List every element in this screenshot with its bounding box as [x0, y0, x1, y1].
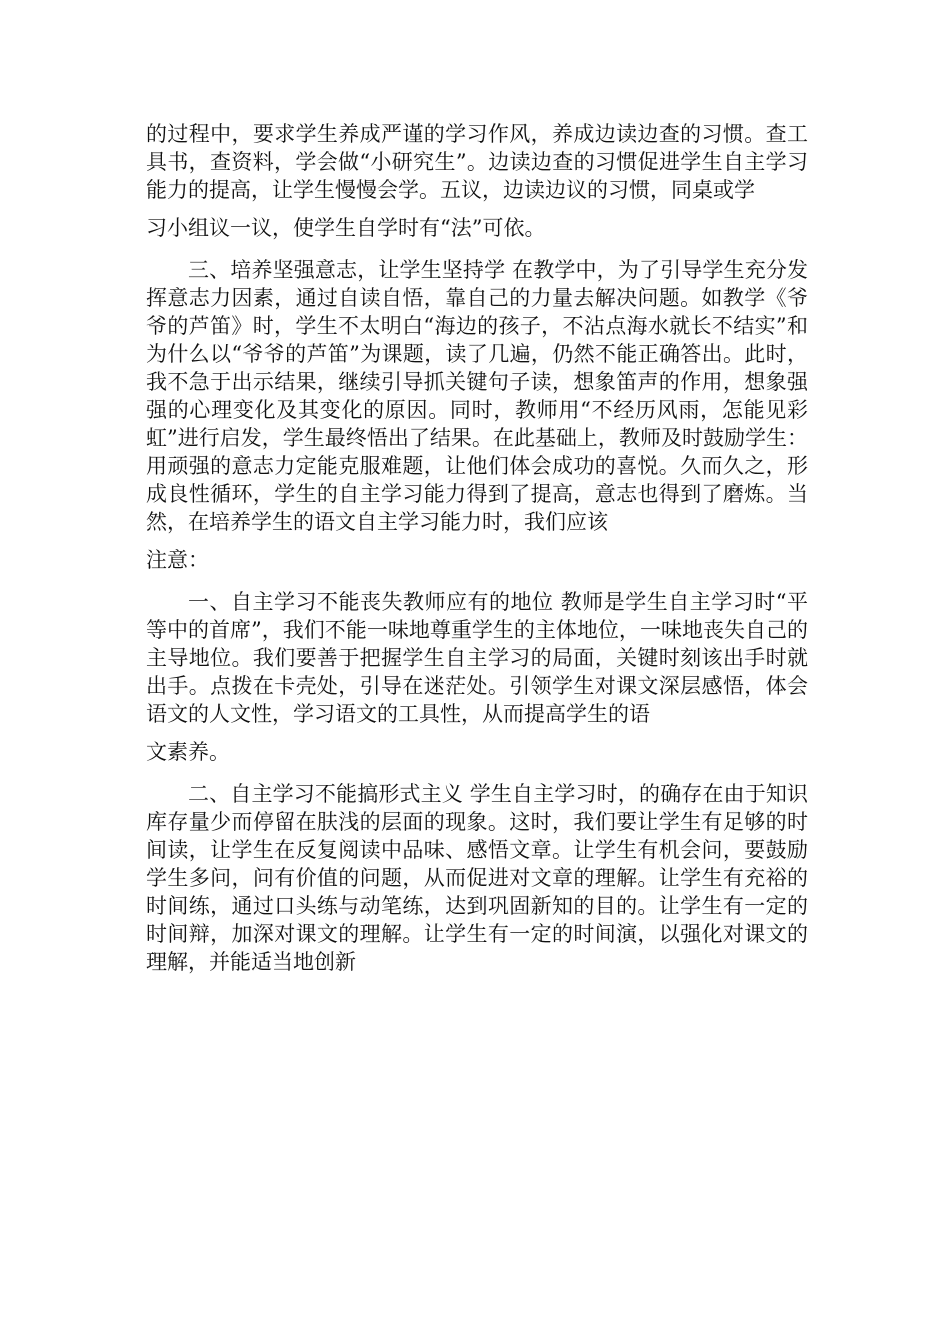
- paragraph-1-text: 的过程中，要求学生养成严谨的学习作风，养成边读边查的习惯。查工具书，查资料，学会做“小研究生”。边读边查的习惯促进学生自主学习能力的提高，让学生慢慢会学。五议，边读边议的习惯，同桌或学: [146, 122, 808, 202]
- paragraph-4-text: 二、自主学习不能搞形式主义 学生自主学习时，的确存在由于知识库存量少而停留在肤浅的层面的现象。这时，我们要让学生有足够的时间读，让学生在反复阅读中品味、感悟文章。让学生有机会问，要鼓励学生多问，问有价值的问题，从而促进对文章的理解。让学生有充裕的时间练，通过口头练与动笔练，达到巩固新知的目的。让学生有一定的时间辩，加深对课文的理解。让学生有一定的时间演，以强化对课文的理解，并能适当地创新: [146, 782, 808, 974]
- paragraph-4: [146, 780, 808, 976]
- paragraph-2-last-line: 注意：: [146, 548, 209, 572]
- paragraph-3-text: 一、自主学习不能丧失教师应有的地位 教师是学生自主学习时“平等中的首席”，我们不能一味地尊重学生的主体地位，一味地丧失自己的主导地位。我们要善于把握学生自主学习的局面，关键时刻该出手时就出手。点拨在卡壳处，引导在迷茫处。引领学生对课文深层感悟，体会语文的人文性，学习语文的工具性，从而提高学生的语: [146, 590, 808, 726]
- paragraph-1: [146, 120, 808, 242]
- paragraph-3: [146, 588, 808, 766]
- paragraph-1-last-line: 习小组议一议，使学生自学时有“法”可依。: [146, 216, 546, 240]
- document-body: [146, 120, 808, 990]
- paragraph-2: [146, 256, 808, 574]
- paragraph-2-text: 三、培养坚强意志，让学生坚持学 在教学中，为了引导学生充分发挥意志力因素，通过自读自悟，靠自己的力量去解决问题。如教学《爷爷的芦笛》时，学生不太明白“海边的孩子，不沾点海水就长不结实”和为什么以“爷爷的芦笛”为课题，读了几遍，仍然不能正确答出。此时，我不急于出示结果，继续引导抓关键句子读，想象笛声的作用，想象强强的心理变化及其变化的原因。同时，教师用“不经历风雨，怎能见彩虹”进行启发，学生最终悟出了结果。在此基础上，教师及时鼓励学生：用顽强的意志力定能克服难题，让他们体会成功的喜悦。久而久之，形成良性循环，学生的自主学习能力得到了提高，意志也得到了磨炼。当然，在培养学生的语文自主学习能力时，我们应该: [146, 258, 808, 534]
- paragraph-3-last-line: 文素养。: [146, 740, 230, 764]
